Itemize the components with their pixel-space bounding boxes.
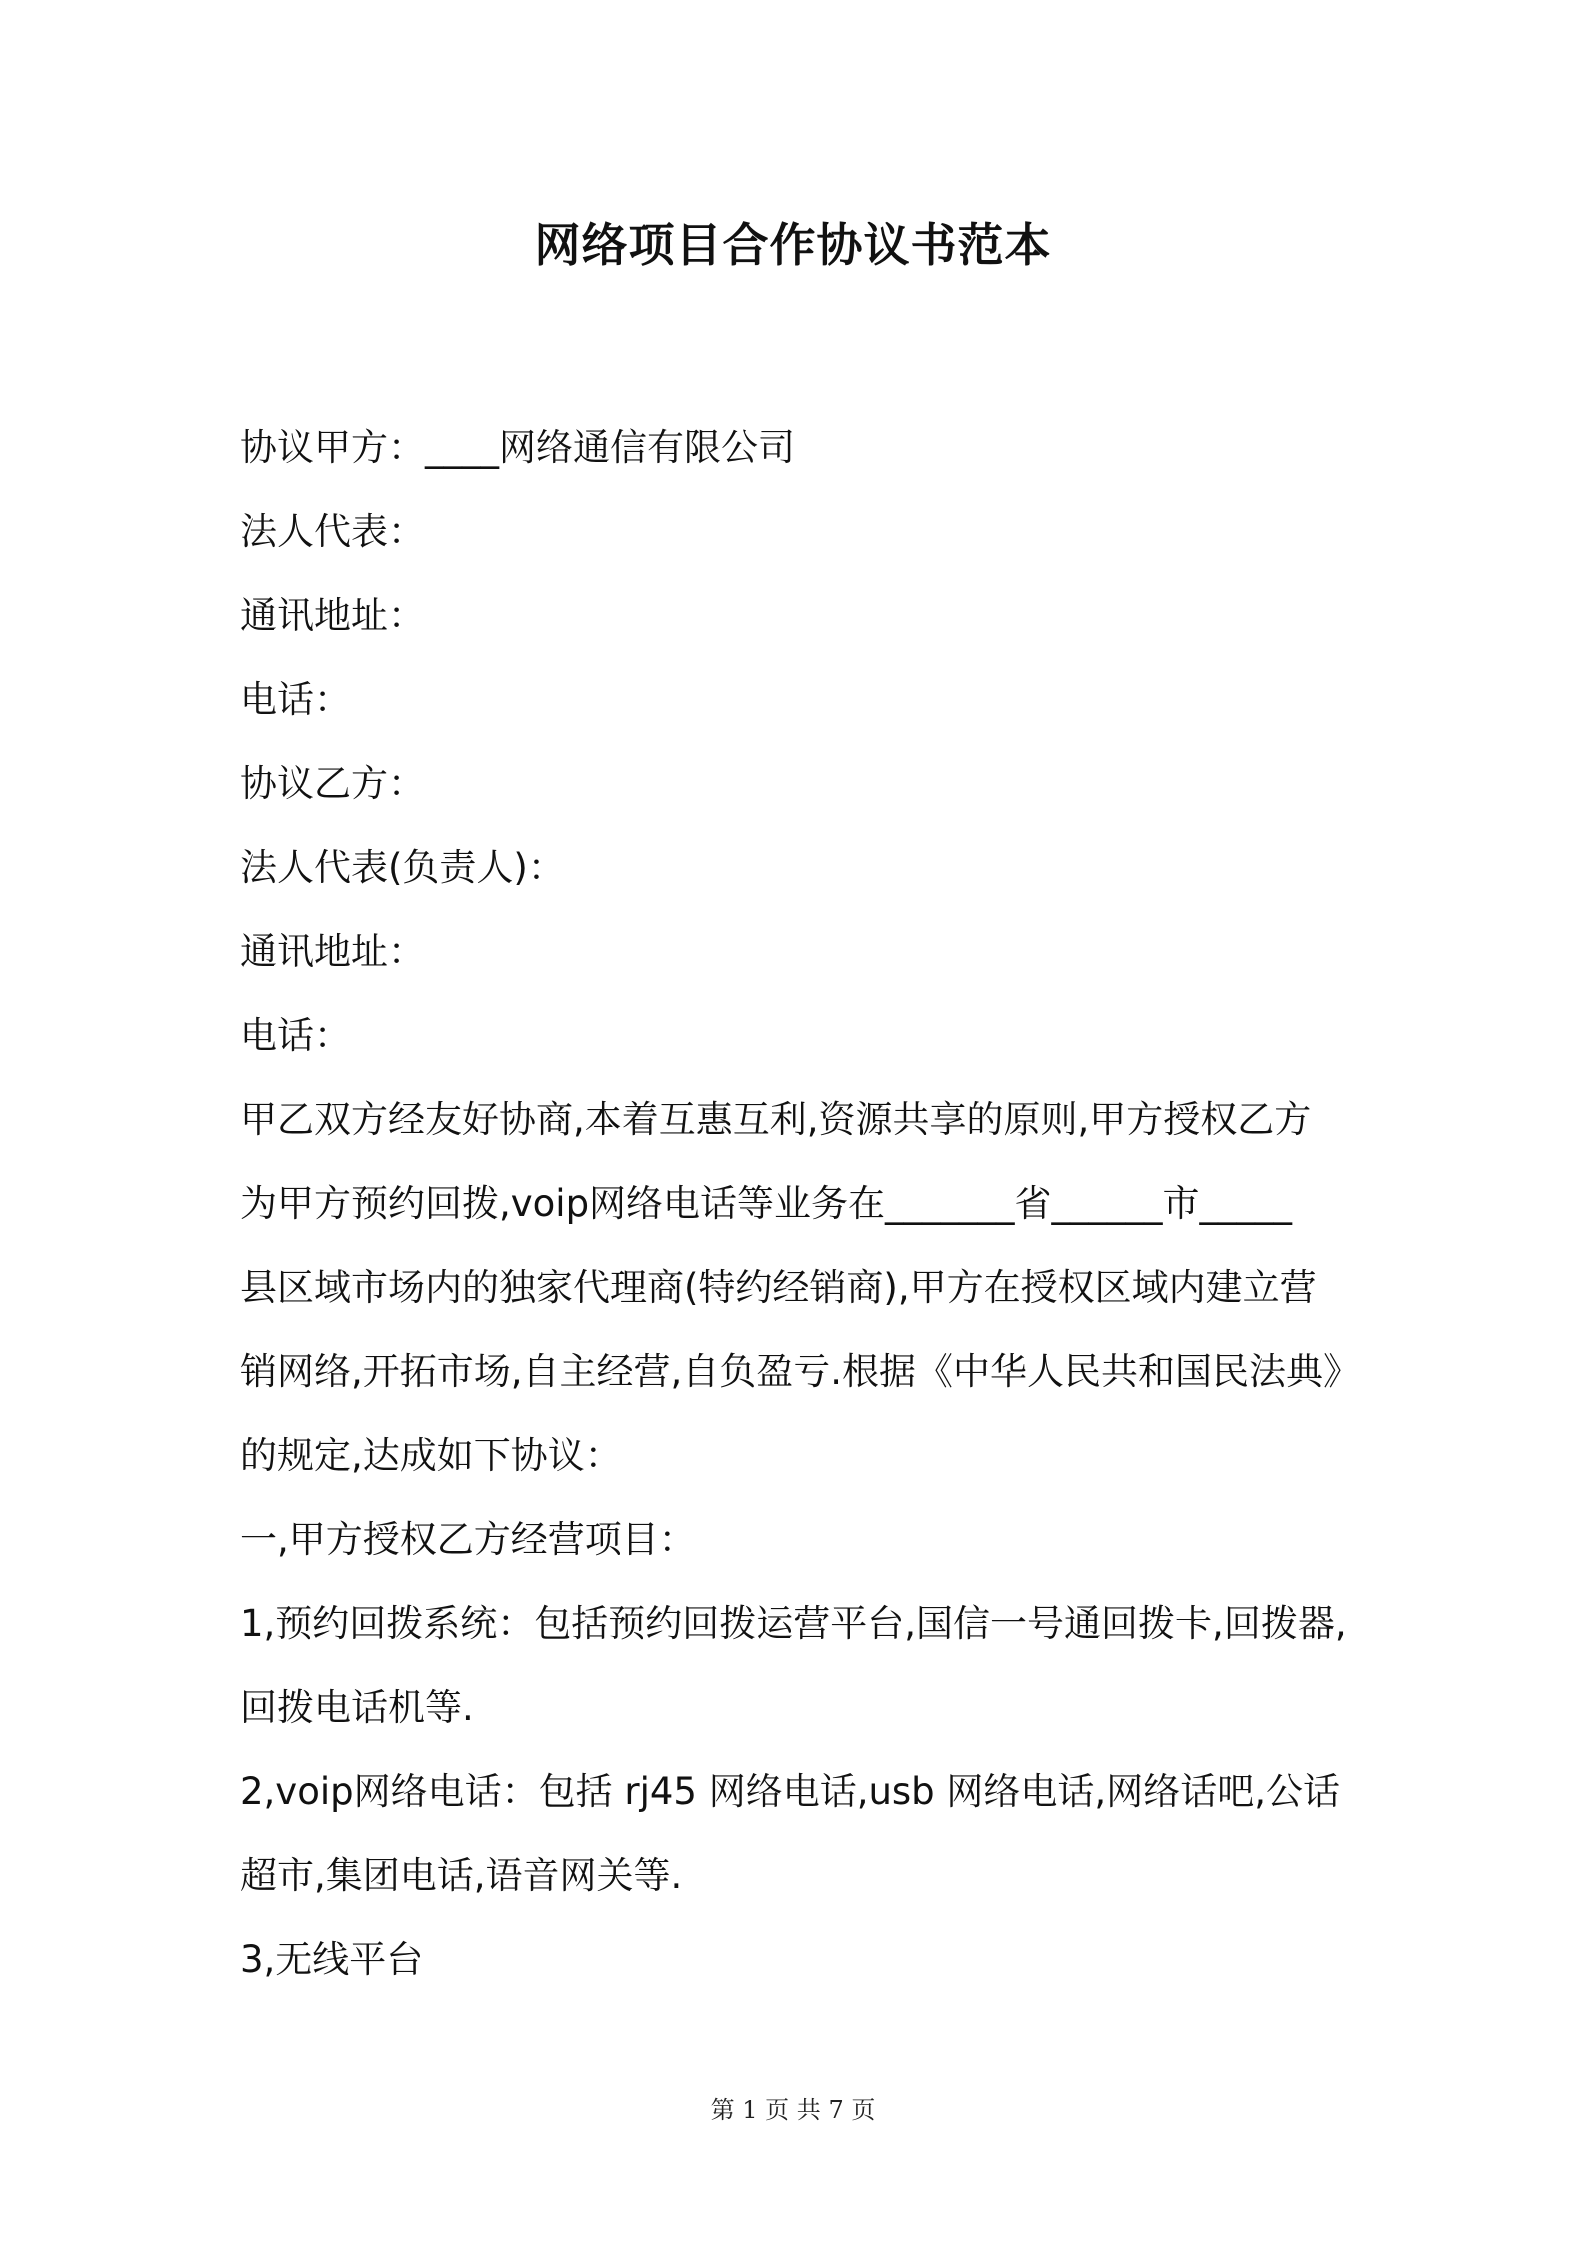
page-number-footer: 第 1 页 共 7 页 [710, 2096, 876, 2124]
party-a-line: 协议甲方：____网络通信有限公司 [240, 426, 795, 469]
paragraph-line: 县区域市场内的独家代理商(特约经销商),甲方在授权区域内建立营 [240, 1266, 1317, 1309]
paragraph-line: 甲乙双方经友好协商,本着互惠互利,资源共享的原则,甲方授权乙方 [240, 1098, 1312, 1141]
list-item-line: 超市,集团电话,语音网关等. [240, 1854, 683, 1897]
document-body [240, 406, 1360, 2002]
list-item-line: 回拨电话机等. [240, 1686, 474, 1729]
list-item-line: 1,预约回拨系统：包括预约回拨运营平台,国信一号通回拨卡,回拨器, [240, 1602, 1347, 1645]
party-a-address-line: 通讯地址： [240, 594, 425, 637]
party-b-line: 协议乙方： [240, 762, 425, 805]
list-item-line: 2,voip网络电话：包括 rj45 网络电话,usb 网络电话,网络话吧,公话 [240, 1770, 1340, 1813]
paragraph-line: 销网络,开拓市场,自主经营,自负盈亏.根据《中华人民共和国民法典》 [240, 1350, 1361, 1393]
list-item-line: 3,无线平台 [240, 1938, 424, 1981]
section-heading: 一,甲方授权乙方经营项目： [240, 1518, 696, 1561]
paragraph-line: 为甲方预约回拨,voip网络电话等业务在_______省______市_____ [240, 1182, 1293, 1225]
party-b-legal-rep-line: 法人代表(负责人)： [240, 846, 565, 889]
party-b-phone-line: 电话： [240, 1014, 351, 1057]
document-title: 网络项目合作协议书范本 [534, 218, 1052, 272]
party-a-legal-rep-line: 法人代表： [240, 510, 425, 553]
party-a-phone-line: 电话： [240, 678, 351, 721]
party-b-address-line: 通讯地址： [240, 930, 425, 973]
paragraph-line: 的规定,达成如下协议： [240, 1434, 622, 1477]
